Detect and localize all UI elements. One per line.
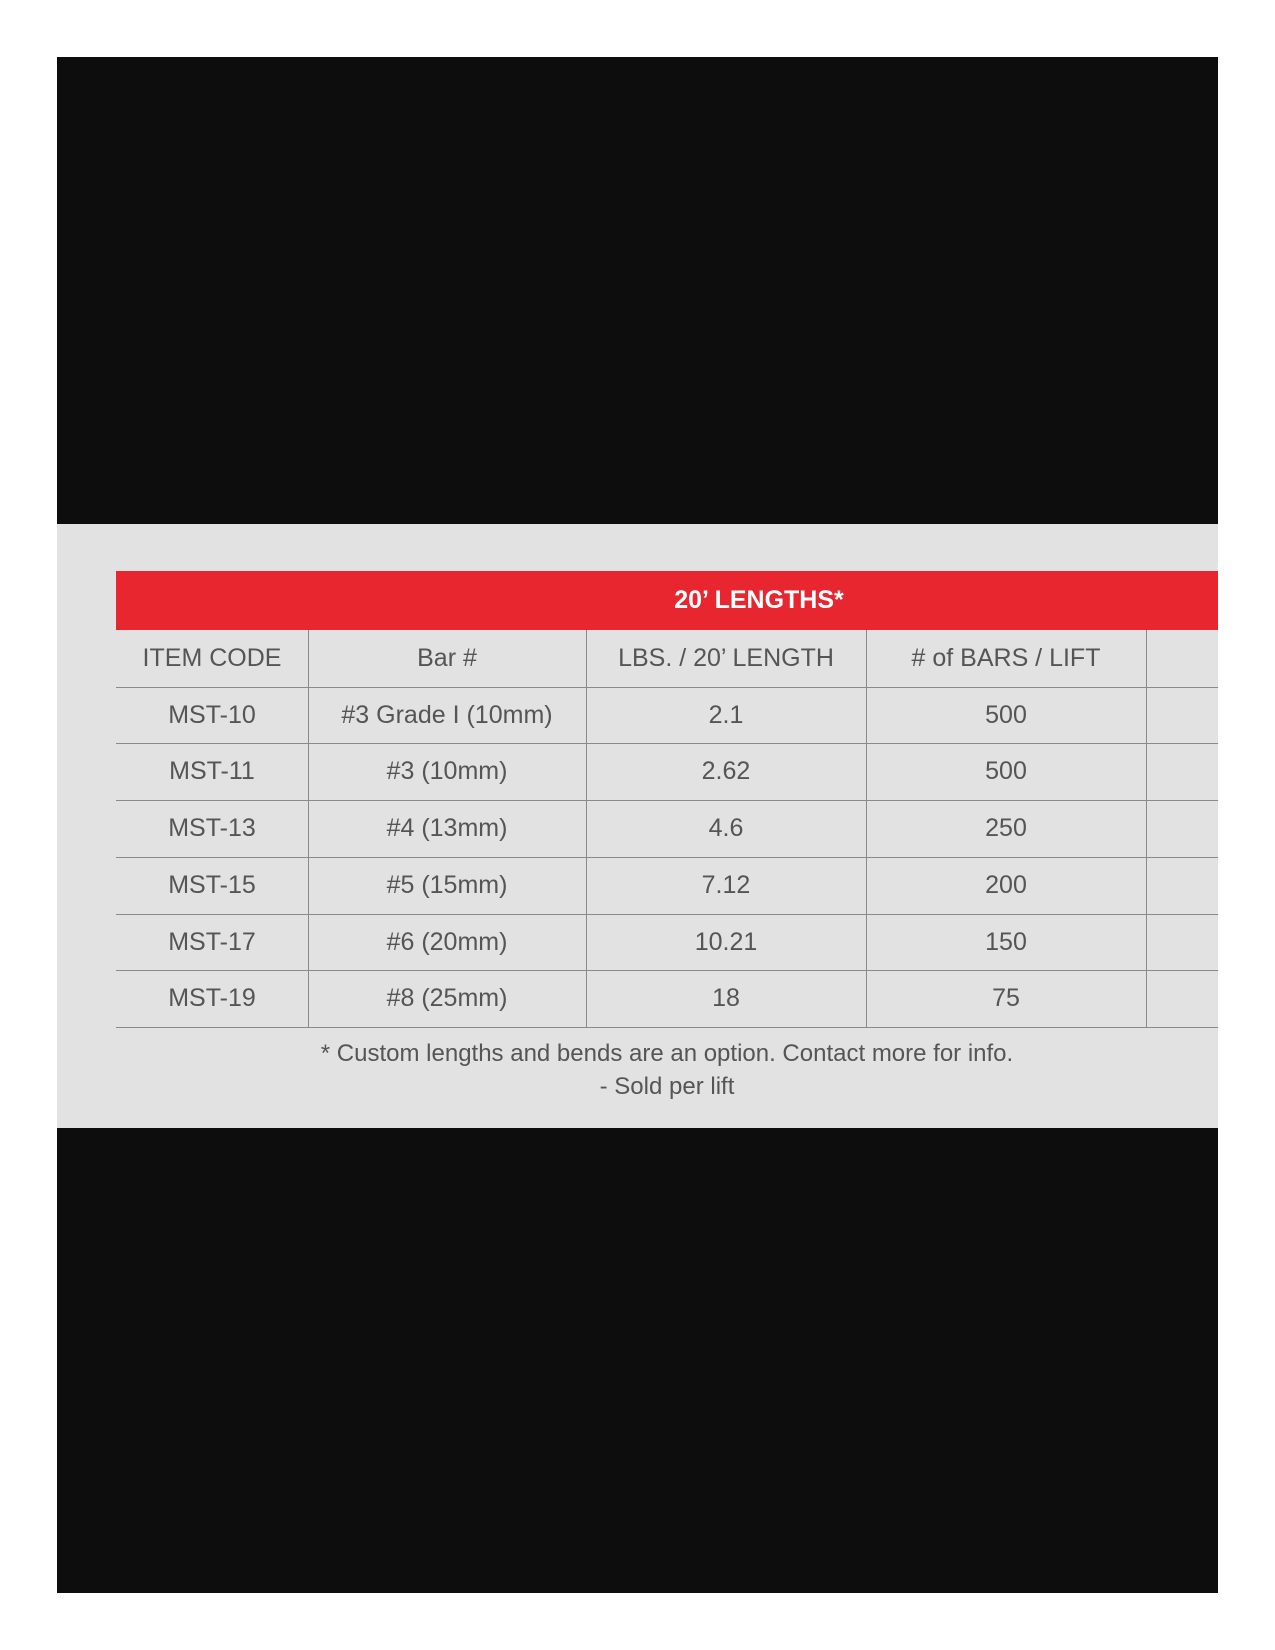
bars-per-lift-cell: 150 (985, 928, 1027, 956)
weight-cell: 4.6 (708, 814, 744, 842)
column-header: LBS. / 20’ LENGTH (618, 644, 834, 672)
data-table (116, 630, 1218, 1027)
weight-cell: 7.12 (701, 871, 751, 899)
bar-number-cell: #6 (20mm) (386, 928, 508, 956)
bars-per-lift-cell: 75 (992, 984, 1020, 1012)
table-title: 20’ LENGTHS* (674, 586, 844, 614)
bar-number-cell: #3 (10mm) (386, 757, 508, 785)
footnote-sold-per-lift: - Sold per lift (599, 1073, 735, 1100)
table-row-divider (116, 1027, 1218, 1028)
column-header: # of BARS / LIFT (911, 644, 1101, 672)
footnote-custom-lengths: * Custom lengths and bends are an option. Contact more for info. (320, 1040, 1014, 1067)
item-code-cell: MST-17 (168, 928, 256, 956)
item-code-cell: MST-10 (168, 701, 256, 729)
item-code-cell: MST-15 (168, 871, 256, 899)
item-code-cell: MST-19 (168, 984, 256, 1012)
bar-number-cell: #8 (25mm) (386, 984, 508, 1012)
weight-cell: 10.21 (694, 928, 758, 956)
bars-per-lift-cell: 500 (985, 757, 1027, 785)
weight-cell: 2.1 (708, 701, 744, 729)
bar-number-cell: #3 Grade I (10mm) (341, 701, 553, 729)
bars-per-lift-cell: 200 (985, 871, 1027, 899)
bars-per-lift-cell: 250 (985, 814, 1027, 842)
bars-per-lift-cell: 500 (985, 701, 1027, 729)
bar-number-cell: #5 (15mm) (386, 871, 508, 899)
table-title-bar (116, 571, 1218, 630)
table-column-divider (1146, 630, 1147, 1027)
column-header: Bar # (417, 644, 477, 672)
column-header: ITEM CODE (142, 644, 282, 672)
weight-cell: 2.62 (701, 757, 751, 785)
bar-number-cell: #4 (13mm) (386, 814, 508, 842)
item-code-cell: MST-11 (169, 757, 255, 785)
weight-cell: 18 (712, 984, 740, 1012)
item-code-cell: MST-13 (168, 814, 256, 842)
